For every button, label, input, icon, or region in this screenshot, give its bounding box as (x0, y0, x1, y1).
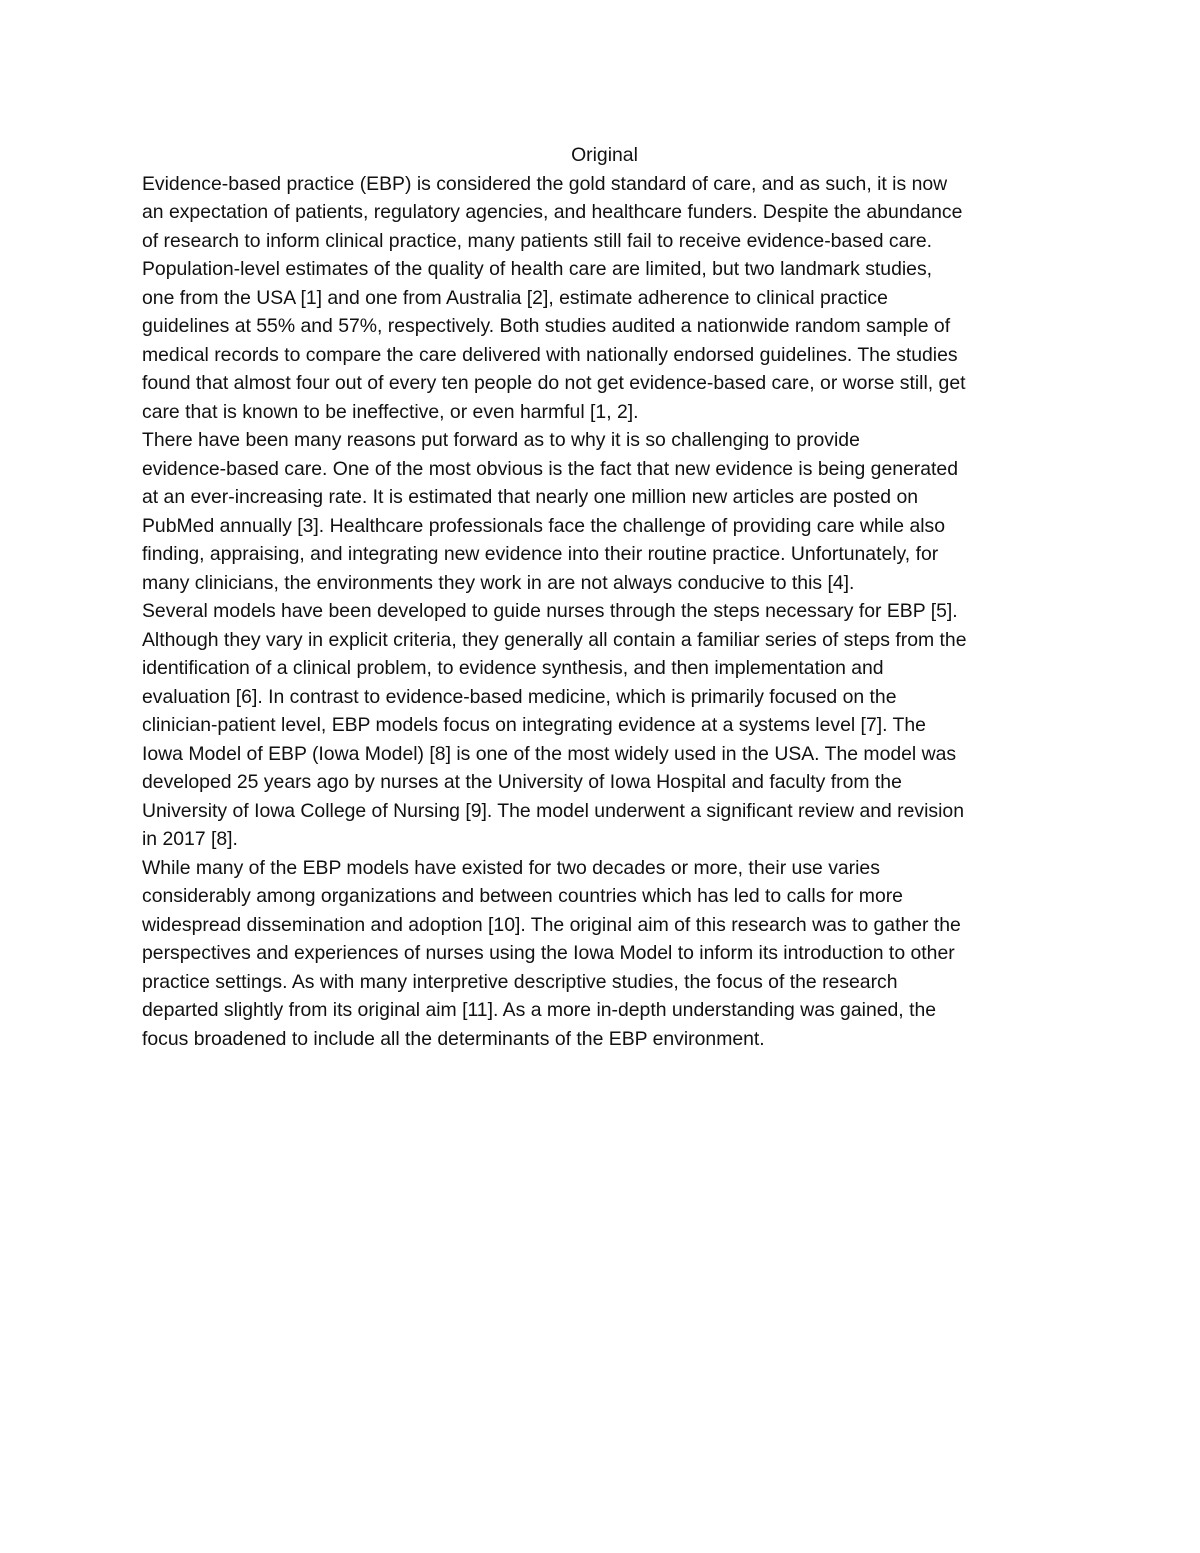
text-line: developed 25 years ago by nurses at the University of Iowa Hospital and faculty from the (142, 771, 902, 793)
text-line: an expectation of patients, regulatory agencies, and healthcare funders. Despite the abundance (142, 201, 963, 223)
text-line: evaluation [6]. In contrast to evidence-based medicine, which is primarily focused on the (142, 685, 897, 708)
text-line: Iowa Model of EBP (Iowa Model) [8] is one of the most widely used in the USA. The model was (142, 742, 957, 765)
text-line: found that almost four out of every ten people do not get evidence-based care, or worse still, get (142, 372, 966, 394)
text-line: Although they vary in explicit criteria, they generally all contain a familiar series of steps from the (142, 628, 967, 651)
text-line: practice settings. As with many interpretive descriptive studies, the focus of the research (142, 970, 898, 993)
text-line: evidence-based care. One of the most obvious is the fact that new evidence is being generated (142, 457, 958, 480)
text-line: While many of the EBP models have existed for two decades or more, their use varies (142, 856, 880, 879)
text-line: considerably among organizations and between countries which has led to calls for more (142, 885, 903, 907)
text-line: clinician-patient level, EBP models focus on integrating evidence at a systems level [7]. The (142, 714, 926, 736)
text-line: in 2017 [8]. (142, 828, 238, 850)
document-body (142, 141, 1067, 1053)
text-line: medical records to compare the care delivered with nationally endorsed guidelines. The studies (142, 343, 958, 366)
text-line: many clinicians, the environments they work in are not always conducive to this [4]. (142, 571, 855, 594)
text-line: one from the USA [1] and one from Australia [2], estimate adherence to clinical practice (142, 286, 888, 309)
paragraph-2 (142, 426, 1067, 597)
text-line: Population-level estimates of the quality of health care are limited, but two landmark studies, (142, 258, 933, 280)
document-title: Original (571, 144, 638, 166)
text-line: departed slightly from its original aim [11]. As a more in-depth understanding was gained, the (142, 999, 937, 1021)
text-line: There have been many reasons put forward as to why it is so challenging to provide (142, 429, 860, 451)
text-line: identification of a clinical problem, to evidence synthesis, and then implementation and (142, 657, 884, 679)
text-line: care that is known to be ineffective, or even harmful [1, 2]. (142, 400, 639, 423)
text-line: finding, appraising, and integrating new evidence into their routine practice. Unfortunately, for (142, 543, 939, 565)
paragraph-1 (142, 170, 1067, 427)
paragraph-4 (142, 854, 1067, 1054)
text-line: perspectives and experiences of nurses using the Iowa Model to inform its introduction to other (142, 942, 955, 964)
text-line: Evidence-based practice (EBP) is considered the gold standard of care, and as such, it is now (142, 172, 948, 195)
text-line: at an ever-increasing rate. It is estimated that nearly one million new articles are posted on (142, 486, 919, 508)
paragraph-3 (142, 597, 1067, 854)
text-line: Several models have been developed to guide nurses through the steps necessary for EBP [5]. (142, 600, 958, 622)
text-line: University of Iowa College of Nursing [9]. The model underwent a significant review and revision (142, 799, 965, 822)
text-line: widespread dissemination and adoption [10]. The original aim of this research was to gather the (142, 913, 961, 936)
text-line: guidelines at 55% and 57%, respectively. Both studies audited a nationwide random sample of (142, 315, 951, 337)
text-line: focus broadened to include all the determinants of the EBP environment. (142, 1027, 765, 1050)
text-line: PubMed annually [3]. Healthcare professionals face the challenge of providing care while also (142, 514, 946, 537)
text-line: of research to inform clinical practice, many patients still fail to receive evidence-based care. (142, 229, 932, 252)
